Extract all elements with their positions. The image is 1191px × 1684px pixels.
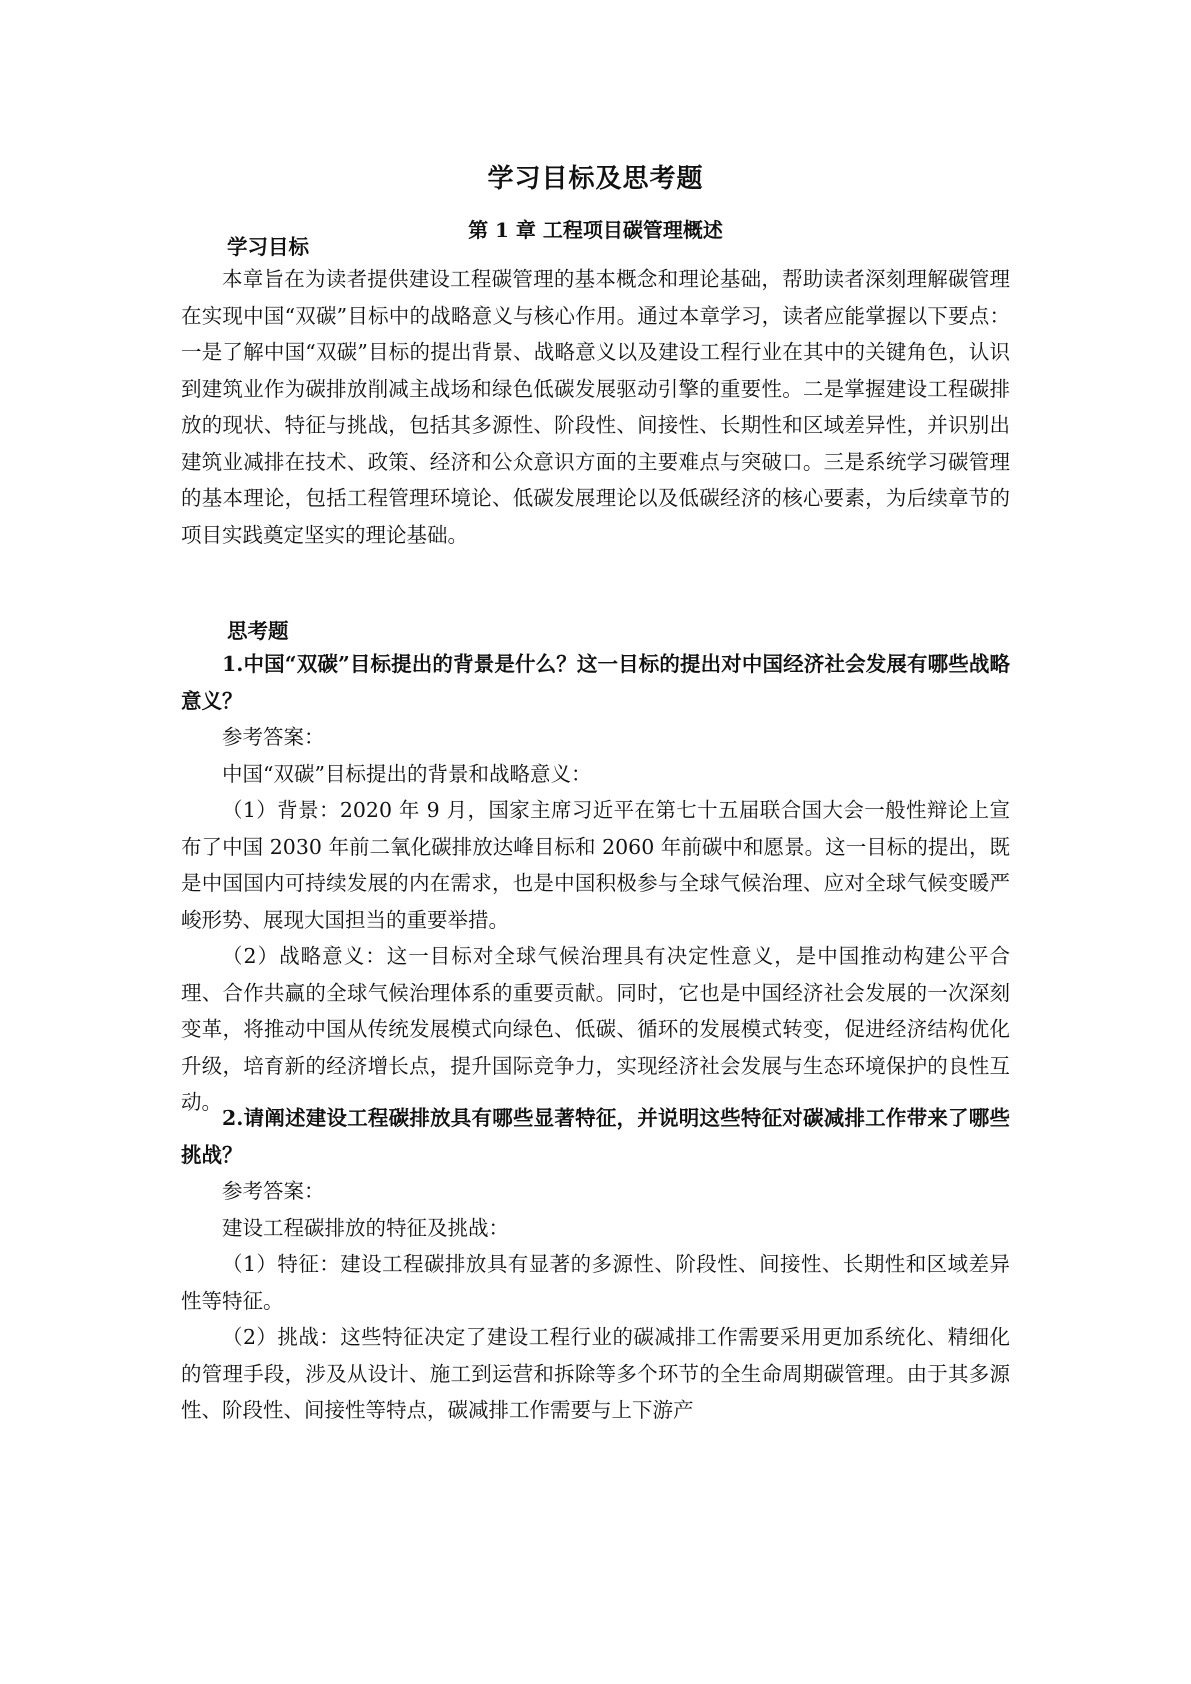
- question-2-answer-paragraph: （1）特征：建设工程碳排放具有显著的多源性、阶段性、间接性、长期性和区域差异性等特征。: [181, 1252, 1010, 1313]
- question-2-section: [181, 1100, 1010, 1429]
- question-2-text: 2.请阐述建设工程碳排放具有哪些显著特征，并说明这些特征对碳减排工作带来了哪些挑战？: [181, 1106, 1010, 1167]
- objectives-section: [181, 261, 1010, 553]
- question-2-answer-intro: 建设工程碳排放的特征及挑战：: [222, 1215, 509, 1240]
- question-1-answer-label: 参考答案：: [222, 725, 325, 749]
- question-1-answer-paragraph: （1）背景：2020 年 9 月，国家主席习近平在第七十五届联合国大会一般性辩论上宣布了中国 2030 年前二氧化碳排放达峰目标和 2060 年前碳中和愿景。这一目标的提出，既是中国国内可持续发展的内在需求，也是中国积极参与全球气候治理、应对全球气候变暖严峻形势、展现大国担当的重要举措。: [181, 798, 1010, 932]
- question-1-text: 1.中国“双碳”目标提出的背景是什么？这一目标的提出对中国经济社会发展有哪些战略意义？: [181, 652, 1010, 713]
- questions-heading: 思考题: [227, 619, 289, 643]
- question-1-section: [181, 646, 1010, 1121]
- objectives-paragraph: 本章旨在为读者提供建设工程碳管理的基本概念和理论基础，帮助读者深刻理解碳管理在实现中国“双碳”目标中的战略意义与核心作用。通过本章学习，读者应能掌握以下要点：一是了解中国“双碳”目标的提出背景、战略意义以及建设工程行业在其中的关键角色，认识到建筑业作为碳排放削减主战场和绿色低碳发展驱动引擎的重要性。二是掌握建设工程碳排放的现状、特征与挑战，包括其多源性、阶段性、间接性、长期性和区域差异性，并识别出建筑业减排在技术、政策、经济和公众意识方面的主要难点与突破口。三是系统学习碳管理的基本理论，包括工程管理环境论、低碳发展理论以及低碳经济的核心要素，为后续章节的项目实践奠定坚实的理论基础。: [181, 267, 1010, 547]
- question-1-answer-intro: 中国“双碳”目标提出的背景和战略意义：: [222, 761, 592, 786]
- page-title: 学习目标及思考题: [487, 164, 704, 194]
- question-2-answer-label: 参考答案：: [222, 1179, 325, 1203]
- question-1-answer-paragraph: （2）战略意义：这一目标对全球气候治理具有决定性意义，是中国推动构建公平合理、合作共赢的全球气候治理体系的重要贡献。同时，它也是中国经济社会发展的一次深刻变革，将推动中国从传统发展模式向绿色、低碳、循环的发展模式转变，促进经济结构优化升级，培育新的经济增长点，提升国际竞争力，实现经济社会发展与生态环境保护的良性互动。: [181, 944, 1010, 1114]
- chapter-heading: 第 1 章 工程项目碳管理概述: [468, 218, 723, 242]
- objectives-heading: 学习目标: [227, 235, 309, 259]
- question-2-answer-paragraph: （2）挑战：这些特征决定了建设工程行业的碳减排工作需要采用更加系统化、精细化的管理手段，涉及从设计、施工到运营和拆除等多个环节的全生命周期碳管理。由于其多源性、阶段性、间接性等特点，碳减排工作需要与上下游产: [181, 1325, 1010, 1422]
